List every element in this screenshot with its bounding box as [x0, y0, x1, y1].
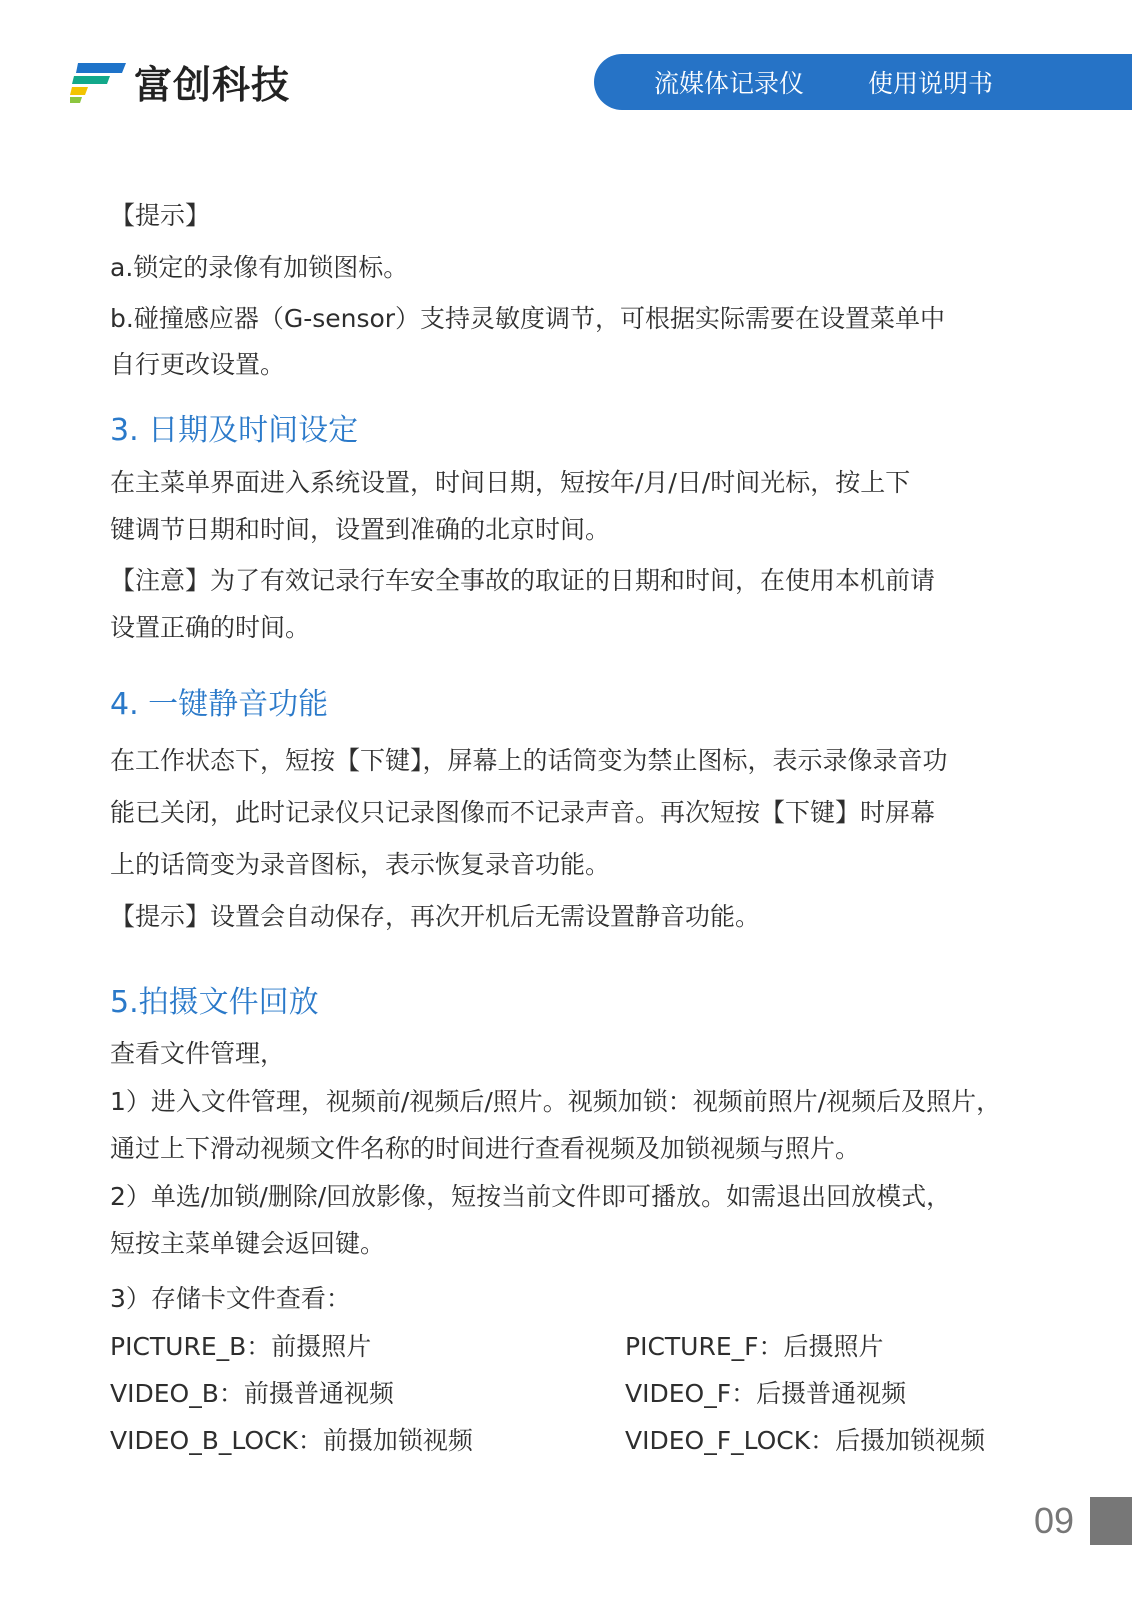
- section-5-intro: 查看文件管理，: [110, 1039, 286, 1068]
- file-entry-video-b: VIDEO_B：前摄普通视频: [110, 1379, 394, 1408]
- brand-logo: [70, 56, 290, 106]
- file-entry-picture-f: PICTURE_F：后摄照片: [625, 1332, 884, 1361]
- page-number: 09: [1034, 1500, 1075, 1541]
- section-3-para-cont: 键调节日期和时间，设置到准确的北京时间。: [110, 515, 611, 544]
- tip-item-a: a.锁定的录像有加锁图标。: [110, 253, 409, 282]
- section-4-heading: 4. 一键静音功能: [110, 687, 329, 722]
- product-name: 流媒体记录仪: [654, 69, 805, 98]
- section-5-step-3: 3）存储卡文件查看：: [110, 1284, 351, 1313]
- header-banner: [594, 54, 1132, 110]
- doc-type: 使用说明书: [868, 69, 994, 98]
- section-4-tip: 【提示】设置会自动保存，再次开机后无需设置静音功能。: [110, 902, 761, 931]
- file-entry-video-f-lock: VIDEO_F_LOCK：后摄加锁视频: [625, 1426, 986, 1455]
- section-4-para: 在工作状态下，短按【下键】，屏幕上的话筒变为禁止图标，表示录像录音功: [110, 746, 948, 775]
- tip-item-b: b.碰撞感应器（G-sensor）支持灵敏度调节，可根据实际需要在设置菜单中: [110, 304, 946, 333]
- section-3-note: 【注意】为了有效记录行车安全事故的取证的日期和时间，在使用本机前请: [110, 566, 936, 595]
- section-3-heading: 3. 日期及时间设定: [110, 413, 359, 448]
- page-number-block: [1090, 1497, 1132, 1545]
- tip-item-b-cont: 自行更改设置。: [110, 350, 286, 379]
- section-3-para: 在主菜单界面进入系统设置，时间日期，短按年/月/日/时间光标，按上下: [110, 468, 911, 497]
- section-5-step-2-cont: 短按主菜单键会返回键。: [110, 1229, 386, 1258]
- section-5-heading: 5.拍摄文件回放: [110, 985, 319, 1020]
- section-5-step-1-cont: 通过上下滑动视频文件名称的时间进行查看视频及加锁视频与照片。: [110, 1134, 861, 1163]
- section-4-para-cont2: 上的话筒变为录音图标，表示恢复录音功能。: [110, 850, 611, 879]
- brand-logo-icon: [70, 59, 128, 103]
- tip-title: 【提示】: [110, 201, 211, 230]
- file-entry-video-b-lock: VIDEO_B_LOCK：前摄加锁视频: [110, 1426, 473, 1455]
- section-4-para-cont: 能已关闭，此时记录仪只记录图像而不记录声音。再次短按【下键】时屏幕: [110, 798, 936, 827]
- section-3-note-cont: 设置正确的时间。: [110, 613, 311, 642]
- section-5-step-1: 1）进入文件管理，视频前/视频后/照片。视频加锁：视频前照片/视频后及照片，: [110, 1087, 1002, 1116]
- brand-name: 富创科技: [134, 62, 291, 107]
- file-entry-video-f: VIDEO_F：后摄普通视频: [625, 1379, 907, 1408]
- section-5-step-2: 2）单选/加锁/删除/回放影像，短按当前文件即可播放。如需退出回放模式，: [110, 1182, 952, 1211]
- file-entry-picture-b: PICTURE_B：前摄照片: [110, 1332, 372, 1361]
